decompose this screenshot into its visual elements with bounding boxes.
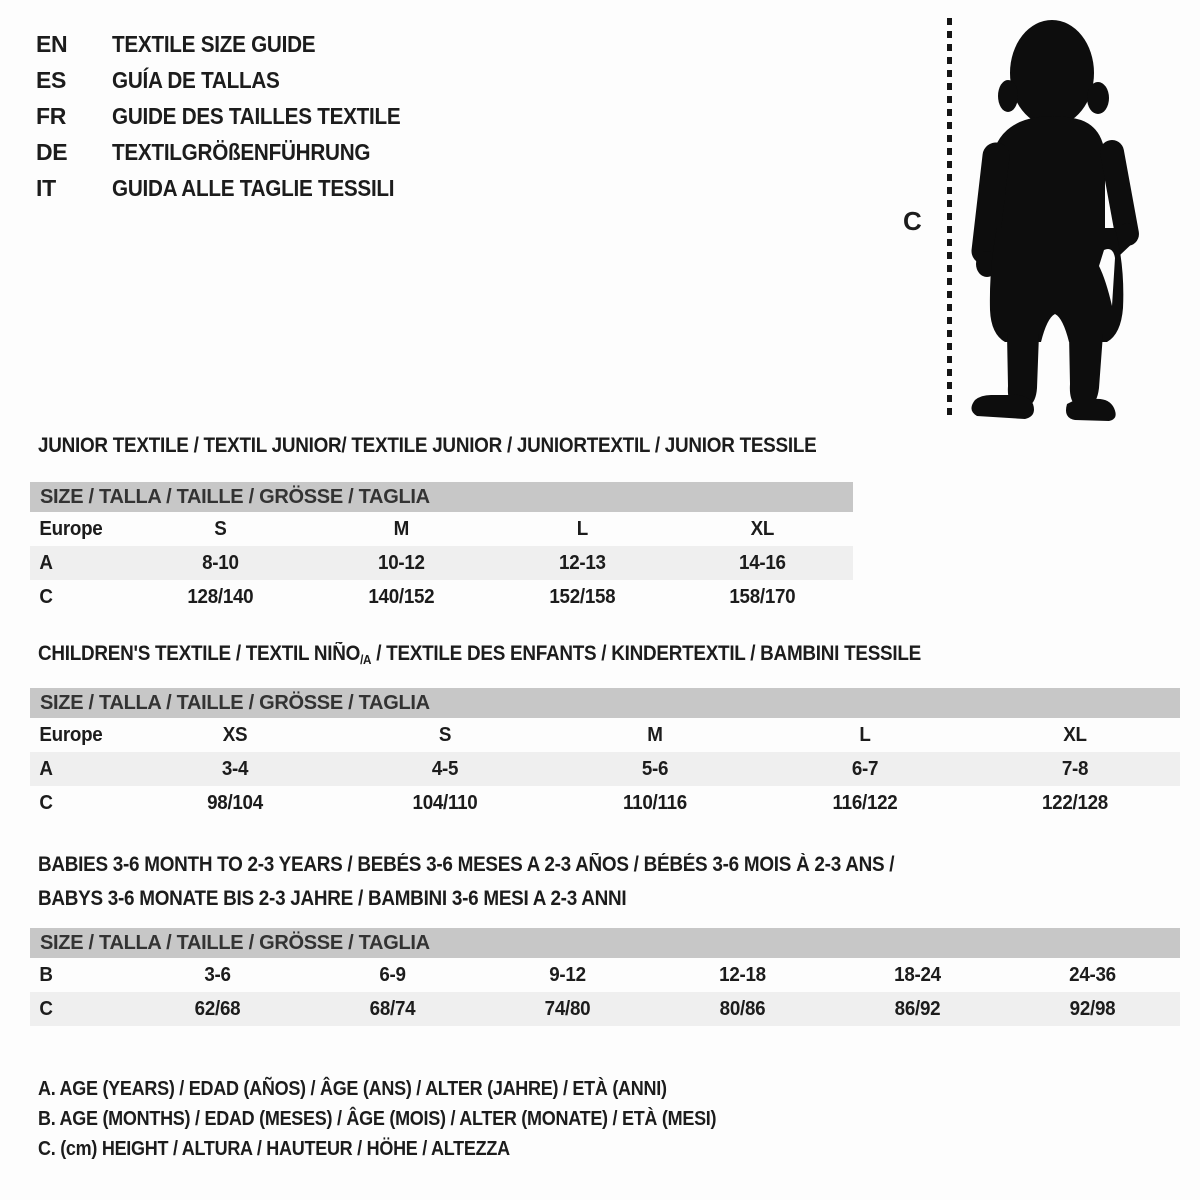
- legend-line-c: C. (cm) HEIGHT / ALTURA / HAUTEUR / HÖHE / ALTEZZA: [38, 1138, 510, 1160]
- section-title-babies: BABIES 3-6 MONTH TO 2-3 YEARS / BEBÉS 3-6 MESES A 2-3 AÑOS / BÉBÉS 3-6 MOIS À 2-3 ANS / BABYS 3-6 MONATE BIS 2-3 JAHRE / BAMBINI 3-6 MESI A 2-3 ANNI: [38, 853, 895, 910]
- row-label-cell: A: [39, 757, 53, 780]
- guide-title: GUIDE DES TAILLES TEXTILE: [112, 102, 401, 129]
- legend-line-a: A. AGE (YEARS) / EDAD (AÑOS) / ÂGE (ANS) / ALTER (JAHRE) / ETÀ (ANNI): [38, 1078, 667, 1100]
- table-header-bar: SIZE / TALLA / TAILLE / GRÖSSE / TAGLIA: [30, 482, 853, 512]
- language-row: [36, 98, 433, 134]
- height-measure-dashed-line: [947, 18, 952, 416]
- row-label-cell: Europe: [39, 723, 103, 746]
- row-label-cell: C: [39, 791, 53, 814]
- height-cell: 158/170: [729, 585, 796, 608]
- age-cell: 10-12: [377, 551, 425, 574]
- age-cell: 24-36: [1069, 963, 1116, 986]
- age-cell: 3-4: [221, 757, 249, 780]
- table-row: [30, 752, 1180, 786]
- section-title-children: CHILDREN'S TEXTILE / TEXTIL $NIÑO_{/A}$ / TEXTILE DES ENFANTS / KINDERTEXTIL / BAMBINI TESSILE: [38, 642, 921, 667]
- table-header-bar: SIZE / TALLA / TAILLE / GRÖSSE / TAGLIA: [30, 688, 1180, 718]
- height-cell: 74/80: [544, 997, 591, 1020]
- language-row: [36, 170, 433, 206]
- legend-line-b: B. AGE (MONTHS) / EDAD (MESES) / ÂGE (MOIS) / ALTER (MONATE) / ETÀ (MESI): [38, 1108, 717, 1130]
- size-cell: M: [393, 517, 409, 540]
- table-row: [30, 786, 1180, 820]
- height-cell: 128/140: [187, 585, 254, 608]
- row-label-cell: C: [39, 585, 53, 608]
- height-cell: 140/152: [368, 585, 435, 608]
- age-cell: 6-9: [379, 963, 406, 986]
- junior-size-table: [30, 482, 853, 614]
- table-row: [30, 580, 853, 614]
- table-row: [30, 718, 1180, 752]
- size-cell: L: [576, 517, 588, 540]
- age-cell: 12-13: [558, 551, 606, 574]
- height-cell: 68/74: [369, 997, 416, 1020]
- height-cell: 80/86: [719, 997, 766, 1020]
- age-cell: 12-18: [719, 963, 766, 986]
- height-cell: 92/98: [1069, 997, 1116, 1020]
- language-row: [36, 134, 433, 170]
- guide-title: GUIDA ALLE TAGLIE TESSILI: [112, 174, 395, 201]
- section-title-junior: JUNIOR TEXTILE / TEXTIL JUNIOR/ TEXTILE JUNIOR / JUNIORTEXTIL / JUNIOR TESSILE: [38, 434, 817, 457]
- row-label-cell: A: [39, 551, 53, 574]
- babies-size-table: [30, 928, 1180, 1026]
- size-cell: S: [438, 723, 452, 746]
- size-cell: XS: [222, 723, 248, 746]
- age-cell: 14-16: [739, 551, 786, 574]
- height-cell: 152/158: [548, 585, 615, 608]
- row-label-cell: C: [39, 997, 53, 1020]
- height-cell: 116/122: [832, 791, 898, 814]
- age-cell: 8-10: [202, 551, 239, 574]
- language-code: ES: [36, 66, 67, 93]
- toddler-silhouette: [963, 16, 1148, 421]
- height-measure-label: C: [903, 206, 922, 236]
- height-cell: 86/92: [894, 997, 941, 1020]
- age-cell: 18-24: [894, 963, 941, 986]
- guide-title: TEXTILE SIZE GUIDE: [112, 30, 316, 57]
- height-cell: 98/104: [207, 791, 263, 814]
- language-code: DE: [36, 138, 68, 165]
- guide-title: TEXTILGRÖßENFÜHRUNG: [112, 138, 371, 165]
- children-size-table: [30, 688, 1180, 820]
- table-row: [30, 512, 853, 546]
- size-cell: S: [214, 517, 227, 540]
- age-cell: 3-6: [204, 963, 231, 986]
- language-row: [36, 62, 433, 98]
- nino-a-subscript: /A: [360, 652, 372, 667]
- size-cell: M: [647, 723, 663, 746]
- row-label-cell: B: [39, 963, 53, 986]
- age-cell: 9-12: [549, 963, 586, 986]
- guide-title: GUÍA DE TALLAS: [112, 66, 280, 93]
- height-cell: 62/68: [194, 997, 241, 1020]
- row-label-cell: Europe: [39, 517, 103, 540]
- language-code: FR: [36, 102, 67, 129]
- ear-left: [998, 80, 1018, 112]
- size-cell: XL: [1063, 723, 1087, 746]
- table-header-bar: SIZE / TALLA / TAILLE / GRÖSSE / TAGLIA: [30, 928, 1180, 958]
- height-cell: 122/128: [1041, 791, 1108, 814]
- age-cell: 6-7: [851, 757, 879, 780]
- height-cell: 110/116: [623, 791, 687, 814]
- language-row: [36, 26, 433, 62]
- table-row: [30, 958, 1180, 992]
- age-cell: 4-5: [431, 757, 459, 780]
- table-row: [30, 546, 853, 580]
- size-cell: XL: [750, 517, 775, 540]
- language-title-list: [36, 26, 433, 206]
- table-row: [30, 992, 1180, 1026]
- language-code: EN: [36, 30, 68, 57]
- legend: [38, 1074, 792, 1164]
- height-cell: 104/110: [412, 791, 478, 814]
- size-cell: L: [859, 723, 871, 746]
- language-code: IT: [36, 174, 56, 201]
- ear-right: [1087, 82, 1109, 114]
- age-cell: 5-6: [641, 757, 669, 780]
- age-cell: 7-8: [1061, 757, 1089, 780]
